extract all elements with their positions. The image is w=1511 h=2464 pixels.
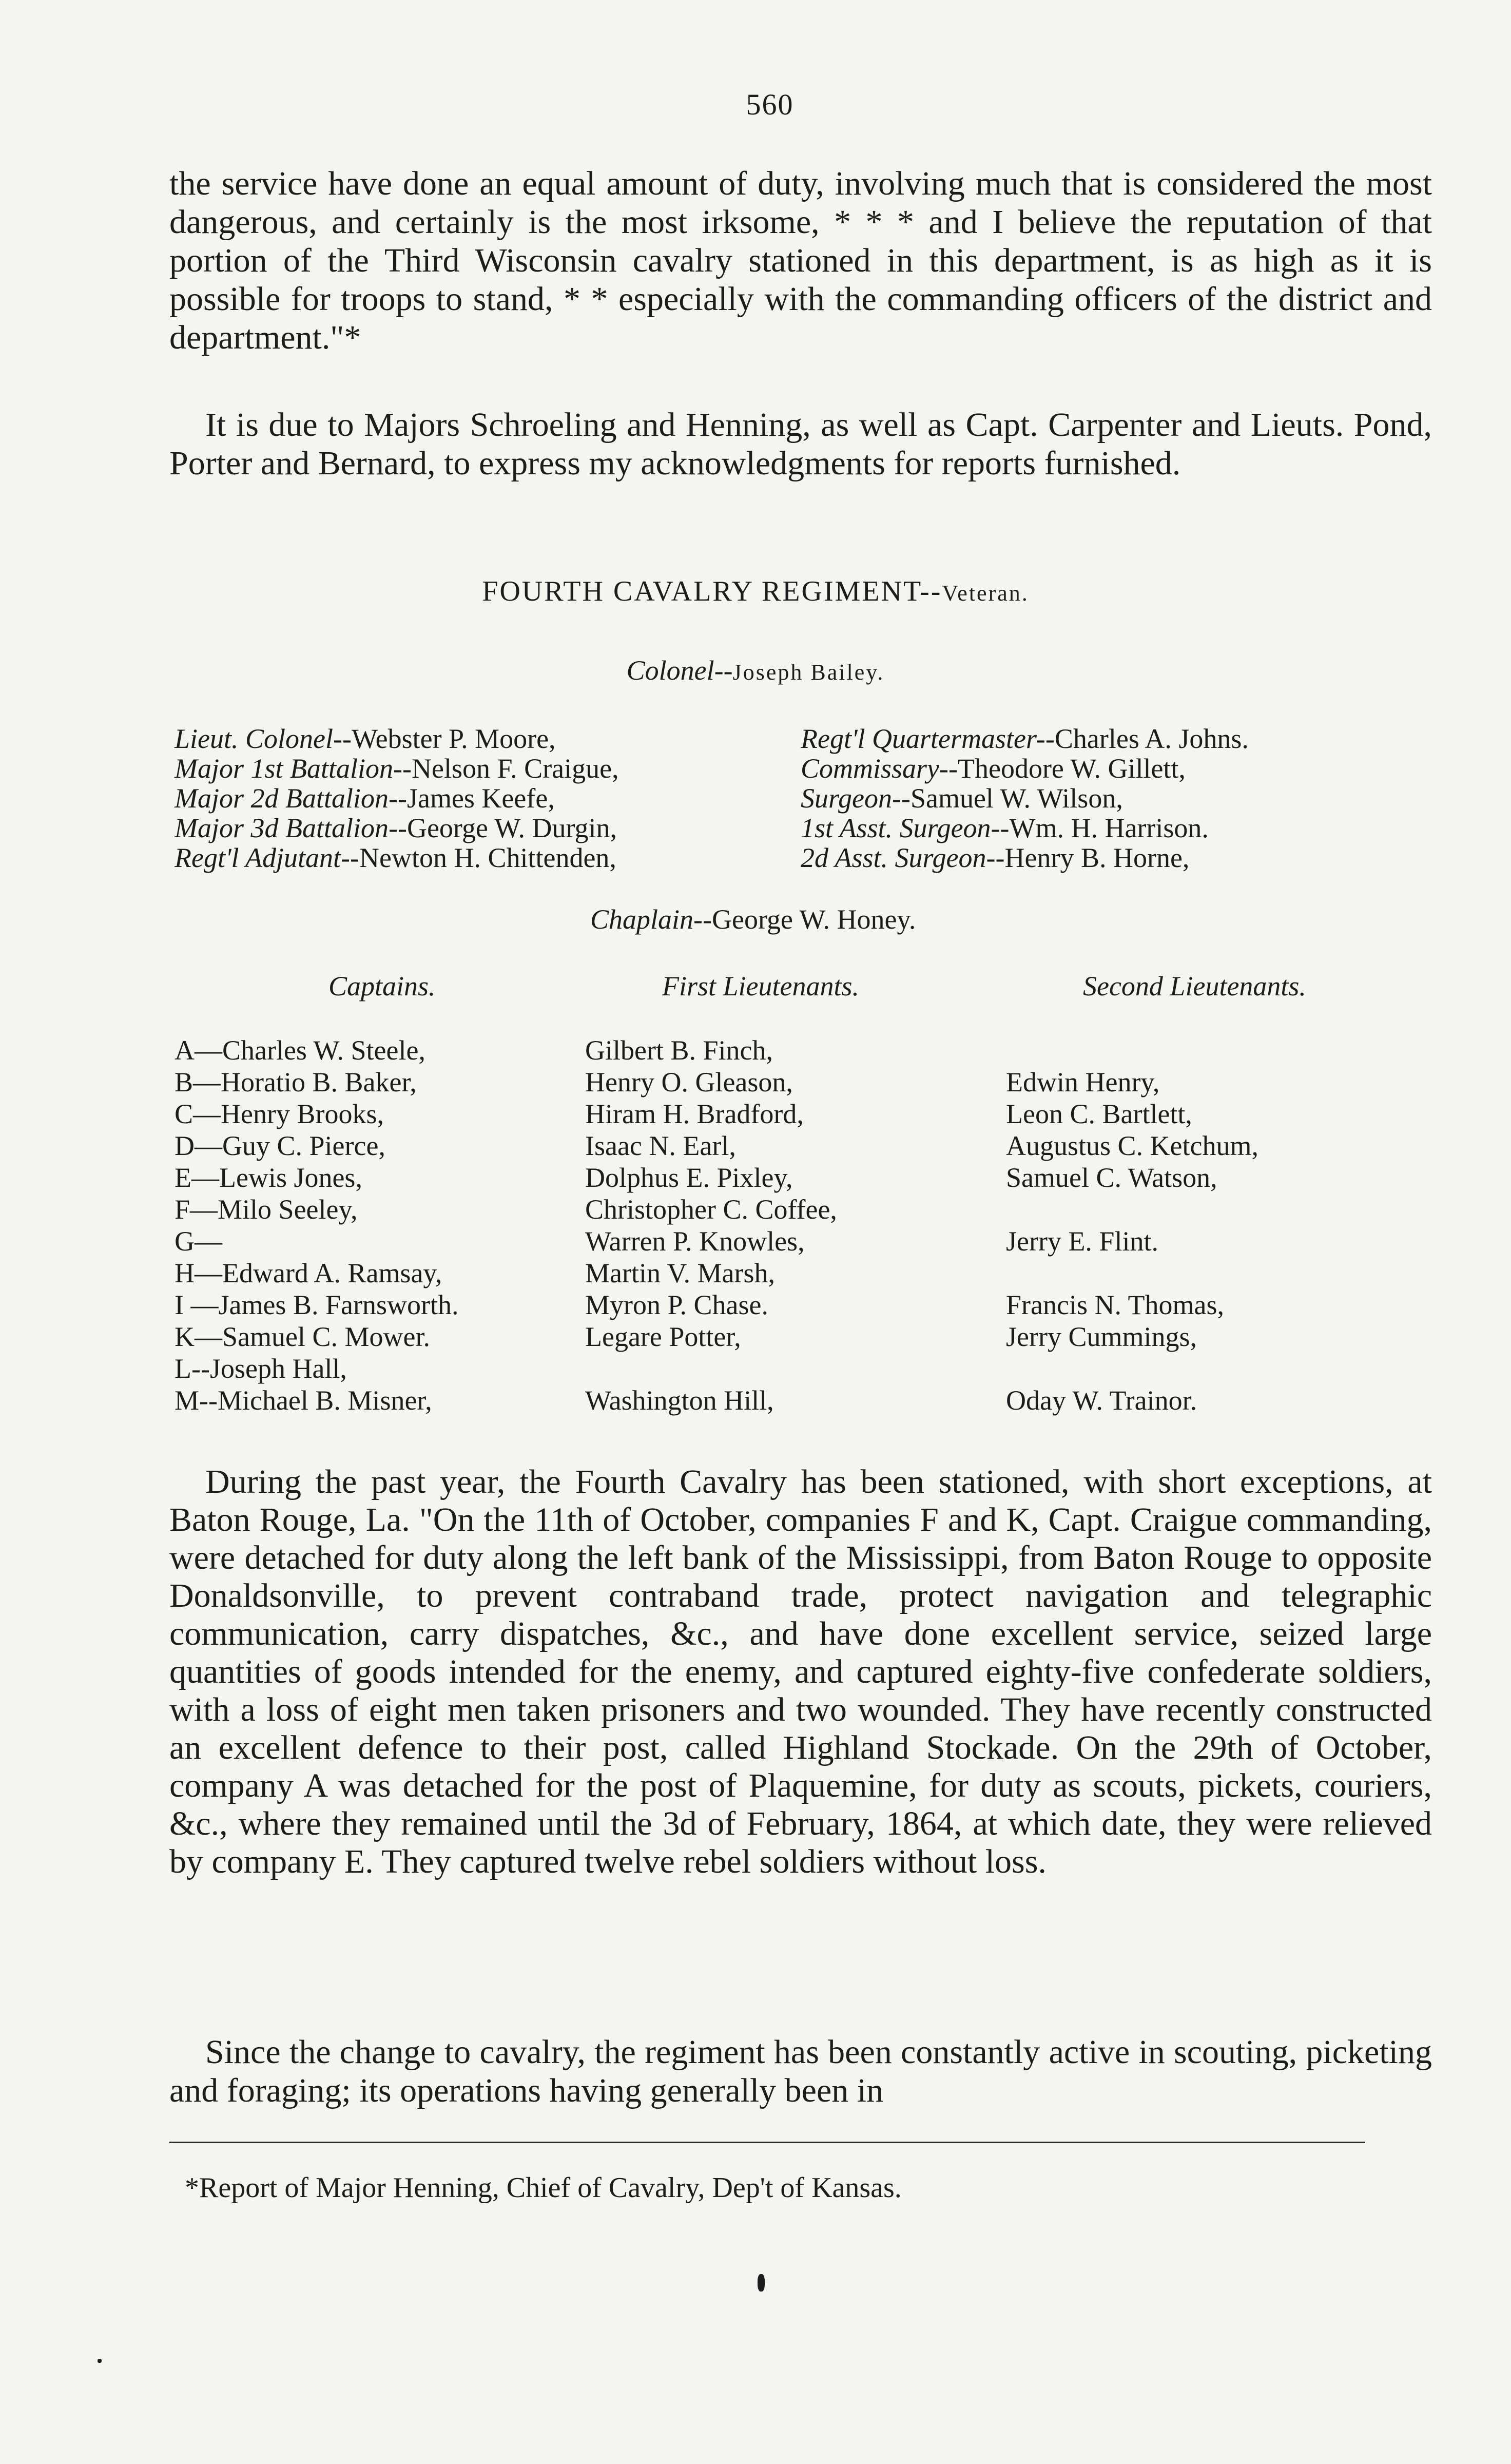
paragraph-service: the service have done an equal amount of duty, involving much that is considered the most dangerous, and certainly is the most irksome, * * * and I believe the reputation of that portion of the Third Wisconsin cavalry stationed in this department, is as high as it is possible for troops to stand, * * especially with the commanding officers of the district and department."* bbox=[169, 165, 1432, 356]
second-lieutenants-header: Second Lieutenants. bbox=[1083, 971, 1306, 1002]
staff-title: Regt'l Quartermaster-- bbox=[801, 723, 1055, 754]
regiment-heading bbox=[0, 575, 1511, 608]
roster-entry: B—Horatio B. Baker, bbox=[175, 1067, 417, 1098]
colonel-name: Joseph Bailey. bbox=[732, 660, 885, 685]
staff-title: Major 2d Battalion-- bbox=[175, 783, 407, 814]
chaplain-line bbox=[590, 903, 916, 935]
paragraph-since-change: Since the change to cavalry, the regiment has been constantly active in scouting, picketing and foraging; its operations having generally been in bbox=[169, 2033, 1432, 2109]
staff-title: 2d Asst. Surgeon-- bbox=[801, 842, 1005, 873]
staff-row bbox=[801, 724, 1249, 754]
ink-blot bbox=[758, 2274, 765, 2292]
staff-name: Samuel W. Wilson, bbox=[910, 783, 1123, 814]
roster-entry: C—Henry Brooks, bbox=[175, 1099, 384, 1129]
roster-entry: M--Michael B. Misner, bbox=[175, 1385, 432, 1416]
staff-title: Regt'l Adjutant-- bbox=[175, 842, 359, 873]
staff-title: Major 3d Battalion-- bbox=[175, 813, 407, 843]
staff-row bbox=[801, 843, 1249, 873]
staff-title: Lieut. Colonel-- bbox=[175, 723, 352, 754]
roster-entry: Samuel C. Watson, bbox=[1006, 1162, 1217, 1193]
roster-entry: Gilbert B. Finch, bbox=[585, 1035, 773, 1066]
staff-name: Nelson F. Craigue, bbox=[411, 753, 619, 784]
roster-entry: K—Samuel C. Mower. bbox=[175, 1321, 430, 1352]
roster-entry: D—Guy C. Pierce, bbox=[175, 1130, 385, 1161]
roster-entry: Jerry E. Flint. bbox=[1006, 1226, 1158, 1257]
roster-entry: Isaac N. Earl, bbox=[585, 1130, 736, 1161]
roster-entry: Henry O. Gleason, bbox=[585, 1067, 793, 1098]
roster-entry: Washington Hill, bbox=[585, 1385, 774, 1416]
ink-speck bbox=[98, 2359, 102, 2363]
staff-name: James Keefe, bbox=[406, 783, 555, 814]
roster-entry: F—Milo Seeley, bbox=[175, 1194, 358, 1225]
second-lieutenants-list bbox=[1006, 1034, 1258, 1416]
paragraph-during-year: During the past year, the Fourth Cavalry has been stationed, with short exceptions, at Baton Rouge, La. "On the 11th of October, companies F and K, Capt. Craigue commanding, were detached for duty along the left bank of the Mississippi, from Baton Rouge to opposite Donaldsonville, to prevent contraband trade, protect navigation and telegraphic communication, carry dispatches, &c., and have done excellent service, seized large quantities of goods intended for the enemy, and captured eighty-five confederate soldiers, with a loss of eight men taken prisoners and two wounded. They have recently constructed an excellent defence to their post, called Highland Stockade. On the 29th of October, company A was detached for the post of Plaquemine, for duty as scouts, pickets, couriers, &c., where they remained until the 3d of February, 1864, at which date, they were relieved by company E. They captured twelve rebel soldiers without loss. bbox=[169, 1463, 1432, 1880]
staff-title: 1st Asst. Surgeon-- bbox=[801, 813, 1010, 843]
staff-row bbox=[801, 813, 1249, 843]
captains-header: Captains. bbox=[328, 971, 436, 1002]
roster-entry: Martin V. Marsh, bbox=[585, 1258, 776, 1288]
roster-entry: Augustus C. Ketchum, bbox=[1006, 1130, 1258, 1161]
roster-entry: Hiram H. Bradford, bbox=[585, 1099, 804, 1129]
roster-entry: L--Joseph Hall, bbox=[175, 1353, 347, 1384]
staff-name: Henry B. Horne, bbox=[1004, 842, 1190, 873]
roster-entry: Leon C. Bartlett, bbox=[1006, 1099, 1192, 1129]
staff-name: Wm. H. Harrison. bbox=[1009, 813, 1209, 843]
roster-entry: Edwin Henry, bbox=[1006, 1067, 1160, 1098]
staff-title: Major 1st Battalion-- bbox=[175, 753, 412, 784]
roster-entry: I —James B. Farnsworth. bbox=[175, 1289, 459, 1320]
roster-entry: H—Edward A. Ramsay, bbox=[175, 1258, 442, 1288]
staff-name: George W. Durgin, bbox=[406, 813, 617, 843]
staff-row bbox=[175, 813, 619, 843]
roster-entry: A—Charles W. Steele, bbox=[175, 1035, 425, 1066]
staff-title: Chaplain-- bbox=[590, 904, 712, 935]
colonel-label: Colonel-- bbox=[626, 655, 733, 686]
staff-name: Theodore W. Gillett, bbox=[958, 753, 1186, 784]
staff-name: Newton H. Chittenden, bbox=[359, 842, 616, 873]
captains-list bbox=[175, 1034, 458, 1416]
roster-entry bbox=[1006, 1034, 1258, 1066]
roster-entry: G— bbox=[175, 1226, 222, 1257]
roster-entry bbox=[1006, 1194, 1258, 1225]
first-lieutenants-list bbox=[585, 1034, 837, 1416]
regiment-title-suffix: Veteran. bbox=[942, 581, 1029, 606]
page-number: 560 bbox=[746, 88, 794, 121]
roster-entry: Myron P. Chase. bbox=[585, 1289, 769, 1320]
staff-row bbox=[175, 724, 619, 754]
roster-entry bbox=[1006, 1257, 1258, 1289]
first-lieutenants-header: First Lieutenants. bbox=[662, 971, 860, 1002]
footnote: *Report of Major Henning, Chief of Cavalry, Dep't of Kansas. bbox=[185, 2172, 902, 2204]
roster-entry bbox=[585, 1353, 837, 1384]
staff-row bbox=[801, 754, 1249, 783]
footnote-rule bbox=[169, 2142, 1365, 2143]
roster-entry: E—Lewis Jones, bbox=[175, 1162, 362, 1193]
paragraph-acknowledgment: It is due to Majors Schroeling and Henning, as well as Capt. Carpenter and Lieuts. Pond, Porter and Bernard, to express my acknowledgments for reports furnished. bbox=[169, 406, 1432, 482]
roster-entry: Legare Potter, bbox=[585, 1321, 741, 1352]
staff-right-column bbox=[801, 724, 1249, 873]
roster-entry bbox=[1006, 1353, 1258, 1384]
roster-entry: Francis N. Thomas, bbox=[1006, 1289, 1224, 1320]
staff-name: Charles A. Johns. bbox=[1054, 723, 1249, 754]
regiment-title: FOURTH CAVALRY REGIMENT-- bbox=[482, 575, 942, 607]
colonel-line bbox=[0, 654, 1511, 686]
staff-left-column bbox=[175, 724, 619, 873]
staff-title: Surgeon-- bbox=[801, 783, 911, 814]
staff-title: Commissary-- bbox=[801, 753, 958, 784]
staff-row bbox=[801, 783, 1249, 813]
staff-row bbox=[175, 754, 619, 783]
roster-entry: Christopher C. Coffee, bbox=[585, 1194, 837, 1225]
roster-entry: Jerry Cummings, bbox=[1006, 1321, 1197, 1352]
staff-row bbox=[175, 783, 619, 813]
staff-row bbox=[175, 843, 619, 873]
staff-name: Webster P. Moore, bbox=[351, 723, 556, 754]
roster-entry: Dolphus E. Pixley, bbox=[585, 1162, 793, 1193]
roster-entry: Warren P. Knowles, bbox=[585, 1226, 805, 1257]
roster-entry: Oday W. Trainor. bbox=[1006, 1385, 1197, 1416]
staff-name: George W. Honey. bbox=[712, 904, 916, 935]
